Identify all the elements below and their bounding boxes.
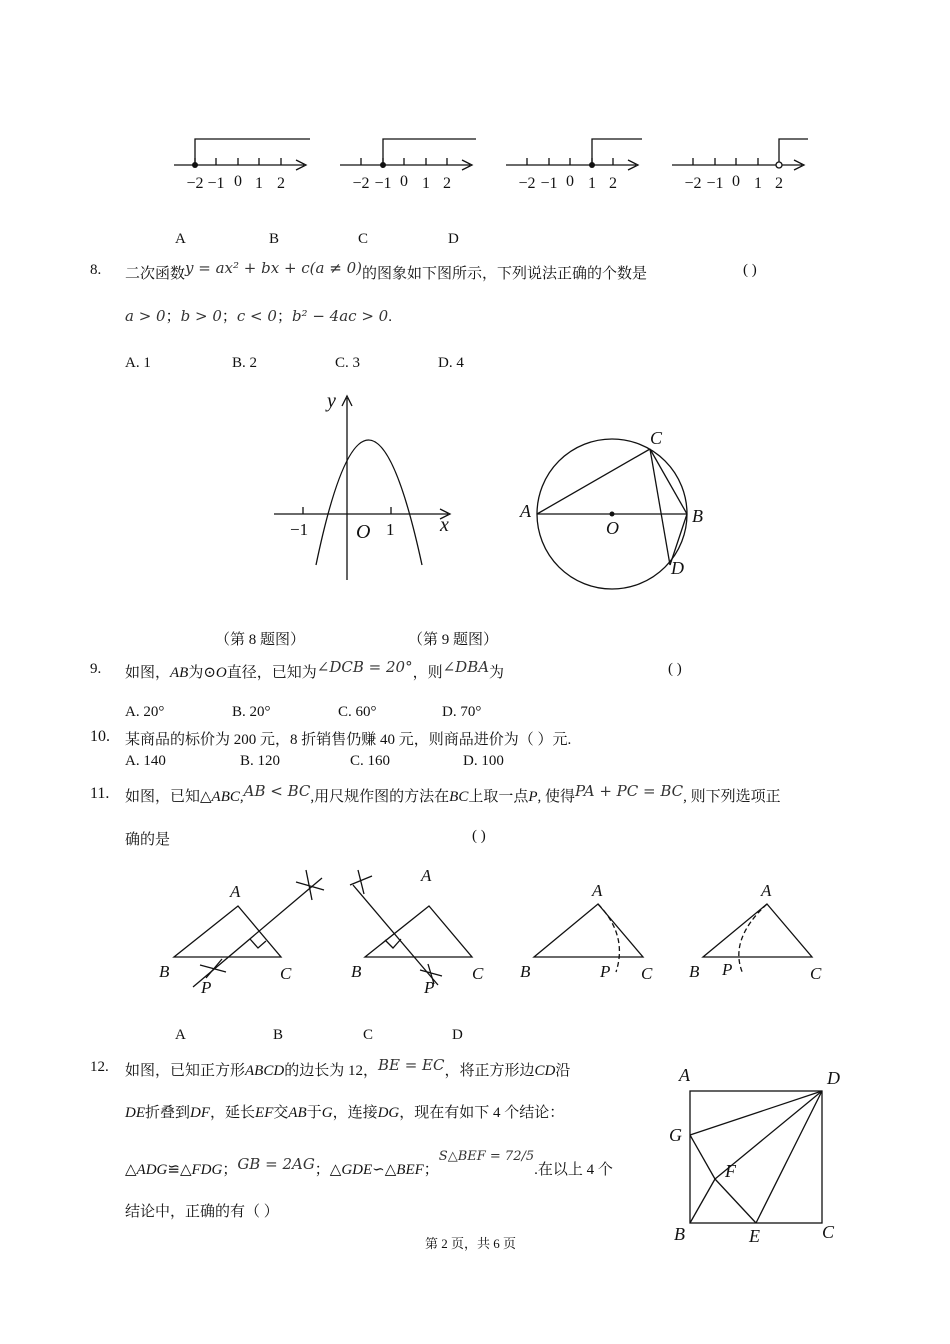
- q8-neg1-label: −1: [290, 520, 309, 539]
- q7-b-point: [380, 162, 386, 168]
- q7-option-b[interactable]: B: [269, 231, 280, 247]
- q9-ab: AB: [170, 665, 189, 681]
- q10-number: 10.: [90, 728, 110, 745]
- tick-label: 2: [277, 175, 285, 192]
- q9-stem: [125, 658, 505, 682]
- q12-stem-line4: 结论中，正确的有（ ）: [125, 1204, 279, 1220]
- q7-tick-labels: [186, 173, 783, 192]
- q9-circle-figure: [510, 420, 720, 590]
- q11-figure-d: [703, 904, 812, 974]
- q12-label-g: G: [669, 1125, 682, 1145]
- q10-option-d[interactable]: D. 100: [463, 753, 504, 769]
- q8-x-label: x: [440, 514, 449, 536]
- q9-o: O: [215, 665, 227, 681]
- q7-d-point: [776, 162, 782, 168]
- q9-label-b: B: [692, 506, 703, 526]
- q7-line-d: [672, 139, 808, 170]
- q12-be-ec: BE = EC: [377, 1056, 445, 1074]
- q11-stem-line2: 确的是: [125, 832, 171, 848]
- period: .: [388, 309, 392, 325]
- q12-label-e: E: [749, 1226, 760, 1246]
- tick-label: 2: [775, 175, 783, 192]
- q12-number: 12.: [90, 1059, 109, 1075]
- q11-figure-c: [534, 904, 643, 972]
- q12-abcd: ABCD: [245, 1063, 285, 1079]
- tick-label: 0: [234, 173, 242, 190]
- q11-equation: PA + PC = BC: [575, 782, 684, 800]
- q7-a-point: [192, 162, 198, 168]
- q10-option-a[interactable]: A. 140: [125, 753, 166, 769]
- q11-a-label-p: P: [201, 978, 212, 997]
- q7-option-d[interactable]: D: [448, 231, 459, 247]
- text: ，现在有如下 4 个结论：: [399, 1105, 565, 1121]
- q9-number: 9.: [90, 661, 102, 677]
- q10-option-c[interactable]: C. 160: [350, 753, 391, 769]
- q12-label-c: C: [822, 1222, 835, 1242]
- text: ；△: [314, 1162, 342, 1178]
- text: , 则下列选项正: [683, 789, 781, 805]
- q11-a-label-b: B: [159, 962, 170, 981]
- text: ；: [423, 1162, 439, 1178]
- tick-label: 0: [732, 173, 740, 190]
- text: ,用尺规作图的方法在: [310, 789, 450, 805]
- q12-label-d: D: [827, 1068, 840, 1088]
- text: ≌△: [167, 1162, 192, 1178]
- q12-label-b: B: [674, 1224, 685, 1244]
- q11-option-c[interactable]: C: [363, 1027, 374, 1043]
- q12-ab: AB: [288, 1105, 307, 1121]
- q9-option-b[interactable]: B. 20°: [232, 704, 271, 720]
- q11-option-d[interactable]: D: [452, 1027, 463, 1043]
- q12-stem-line2: [125, 1101, 564, 1122]
- q12-fdg: FDG: [191, 1162, 223, 1178]
- q11-figure-b: [350, 870, 472, 985]
- q8-origin-label: O: [356, 521, 371, 543]
- q11-figure-a: [174, 870, 324, 987]
- separator: ；: [165, 309, 181, 325]
- q7-number-lines: [0, 0, 950, 240]
- text: 如图，已知正方形: [125, 1063, 246, 1079]
- q11-d-label-c: C: [810, 964, 822, 983]
- separator: ；: [276, 309, 292, 325]
- tick-label: −2: [684, 175, 702, 192]
- tick-label: −1: [374, 175, 392, 192]
- text: 直径，已知为: [226, 665, 317, 681]
- text: 为: [489, 665, 505, 681]
- q12-label-f: F: [725, 1161, 736, 1181]
- q8-caption: （第 8 题图）: [215, 632, 306, 648]
- q12-label-a: A: [679, 1065, 690, 1085]
- q12-df: DF: [190, 1105, 211, 1121]
- q9-angle-dcb: ∠DCB = 20°: [316, 658, 413, 676]
- q9-option-a[interactable]: A. 20°: [125, 704, 165, 720]
- text: 如图，: [125, 665, 171, 681]
- q8-option-b[interactable]: B. 2: [232, 355, 258, 371]
- text: ,: [239, 789, 244, 805]
- q7-line-b: [340, 139, 476, 170]
- q7-c-point: [589, 162, 595, 168]
- q10-option-b[interactable]: B. 120: [240, 753, 281, 769]
- text: , 使得: [537, 789, 576, 805]
- q9-angle-dba: ∠DBA: [442, 658, 490, 676]
- tick-label: 0: [400, 173, 408, 190]
- tick-label: −1: [207, 175, 225, 192]
- q11-a-label-a: A: [230, 882, 241, 901]
- q8-suffix: 的图象如下图所示，下列说法正确的个数是: [361, 266, 647, 282]
- q11-b-label-b: B: [351, 962, 362, 981]
- q11-b-label-c: C: [472, 964, 484, 983]
- tick-label: −2: [352, 175, 370, 192]
- text: 如图，已知△: [125, 789, 212, 805]
- q8-y-label: y: [327, 390, 336, 412]
- text: ，连接: [332, 1105, 378, 1121]
- q9-label-a: A: [520, 501, 531, 521]
- q11-stem: [125, 782, 781, 806]
- q11-inequality: AB < BC: [243, 782, 311, 800]
- q12-bef: BEF: [396, 1162, 424, 1178]
- page-footer: 第 2 页，共 6 页: [425, 1236, 517, 1251]
- q12-g: G: [321, 1105, 333, 1121]
- q11-p: P: [528, 789, 538, 805]
- q11-d-label-b: B: [689, 962, 700, 981]
- q11-bc: BC: [449, 789, 469, 805]
- q12-cd: CD: [534, 1063, 556, 1079]
- q9-label-o: O: [606, 518, 619, 538]
- q12-stem-line3: [125, 1149, 613, 1179]
- q12-de: DE: [125, 1105, 145, 1121]
- q12-stem-line1: [125, 1056, 571, 1080]
- q7-line-c: [506, 139, 642, 170]
- q11-c-label-a: A: [592, 881, 603, 900]
- q8-prefix: 二次函数: [125, 266, 186, 282]
- text: .在以上 4 个: [534, 1162, 613, 1178]
- q12-area: S△BEF = 72/5: [438, 1149, 535, 1164]
- q9-option-c[interactable]: C. 60°: [338, 704, 377, 720]
- q8-conditions: [125, 305, 392, 326]
- q12-square: [690, 1091, 822, 1223]
- q8-function: y = ax² + bx + c(a ≠ 0): [185, 259, 362, 277]
- q8-one-label: 1: [386, 520, 395, 539]
- q7-option-a[interactable]: A: [175, 231, 186, 247]
- q8-number: 8.: [90, 262, 102, 278]
- q8-cond-4: b² − 4ac > 0: [291, 307, 389, 325]
- q11-c-label-c: C: [641, 964, 653, 983]
- separator: ；: [221, 309, 237, 325]
- q10-stem: 某商品的标价为 200 元，8 折销售仍赚 40 元，则商品进价为（ ）元.: [125, 732, 572, 748]
- q11-figures: [0, 860, 950, 1000]
- q11-b-label-p: P: [424, 978, 435, 997]
- q9-option-d[interactable]: D. 70°: [442, 704, 482, 720]
- tick-label: −1: [706, 175, 724, 192]
- q11-c-label-p: P: [600, 962, 611, 981]
- q12-square-figure: [665, 1065, 855, 1250]
- q12-gde: GDE: [341, 1162, 373, 1178]
- text: 折叠到: [145, 1105, 191, 1121]
- q11-b-label-a: A: [421, 866, 432, 885]
- q8-stem: [125, 259, 647, 283]
- text: 交: [273, 1105, 289, 1121]
- q8-cond-3: c < 0: [236, 307, 277, 325]
- tick-label: 2: [443, 175, 451, 192]
- q8-parabola-figure: [260, 385, 460, 595]
- text: ，延长: [210, 1105, 256, 1121]
- text: △: [125, 1162, 137, 1178]
- text: ；: [222, 1162, 238, 1178]
- tick-label: 1: [588, 175, 596, 192]
- q9-label-c: C: [650, 428, 663, 448]
- text: 上取一点: [468, 789, 529, 805]
- q11-number: 11.: [90, 785, 110, 802]
- q8-cond-2: b > 0: [180, 307, 222, 325]
- q11-d-label-p: P: [722, 960, 733, 979]
- q9-center-point: [610, 512, 615, 517]
- q7-option-c[interactable]: C: [358, 231, 369, 247]
- q12-adg: ADG: [136, 1162, 168, 1178]
- text: ，将正方形边: [444, 1063, 535, 1079]
- q9-caption: （第 9 题图）: [408, 632, 499, 648]
- text: 为⊙: [188, 665, 216, 681]
- text: ，则: [412, 665, 443, 681]
- tick-label: 1: [422, 175, 430, 192]
- text: ∽△: [372, 1162, 397, 1178]
- q9-answer-paren: ( ): [668, 661, 682, 677]
- tick-label: −1: [540, 175, 558, 192]
- tick-label: 1: [255, 175, 263, 192]
- q11-abc: ABC: [211, 789, 240, 805]
- q8-option-a[interactable]: A. 1: [125, 355, 151, 371]
- q11-d-label-a: A: [761, 881, 772, 900]
- q11-c-label-b: B: [520, 962, 531, 981]
- text: 沿: [555, 1063, 571, 1079]
- tick-label: 2: [609, 175, 617, 192]
- q12-gb-2ag: GB = 2AG: [237, 1155, 315, 1173]
- q8-cond-1: a > 0: [125, 307, 166, 325]
- q12-dg: DG: [377, 1105, 400, 1121]
- text: 的边长为 12，: [284, 1063, 378, 1079]
- q8-parabola-curve: [316, 440, 422, 565]
- q8-option-c[interactable]: C. 3: [335, 355, 361, 371]
- tick-label: 1: [754, 175, 762, 192]
- q8-answer-paren: ( ): [743, 262, 757, 278]
- q11-answer-paren: ( ): [472, 828, 486, 844]
- q8-option-d[interactable]: D. 4: [438, 355, 464, 371]
- q11-a-label-c: C: [280, 964, 292, 983]
- tick-label: 0: [566, 173, 574, 190]
- q11-option-b[interactable]: B: [273, 1027, 284, 1043]
- text: 于: [306, 1105, 322, 1121]
- q12-ef: EF: [255, 1105, 274, 1121]
- tick-label: −2: [186, 175, 204, 192]
- q11-option-a[interactable]: A: [175, 1027, 186, 1043]
- tick-label: −2: [518, 175, 536, 192]
- q9-label-d: D: [671, 558, 684, 578]
